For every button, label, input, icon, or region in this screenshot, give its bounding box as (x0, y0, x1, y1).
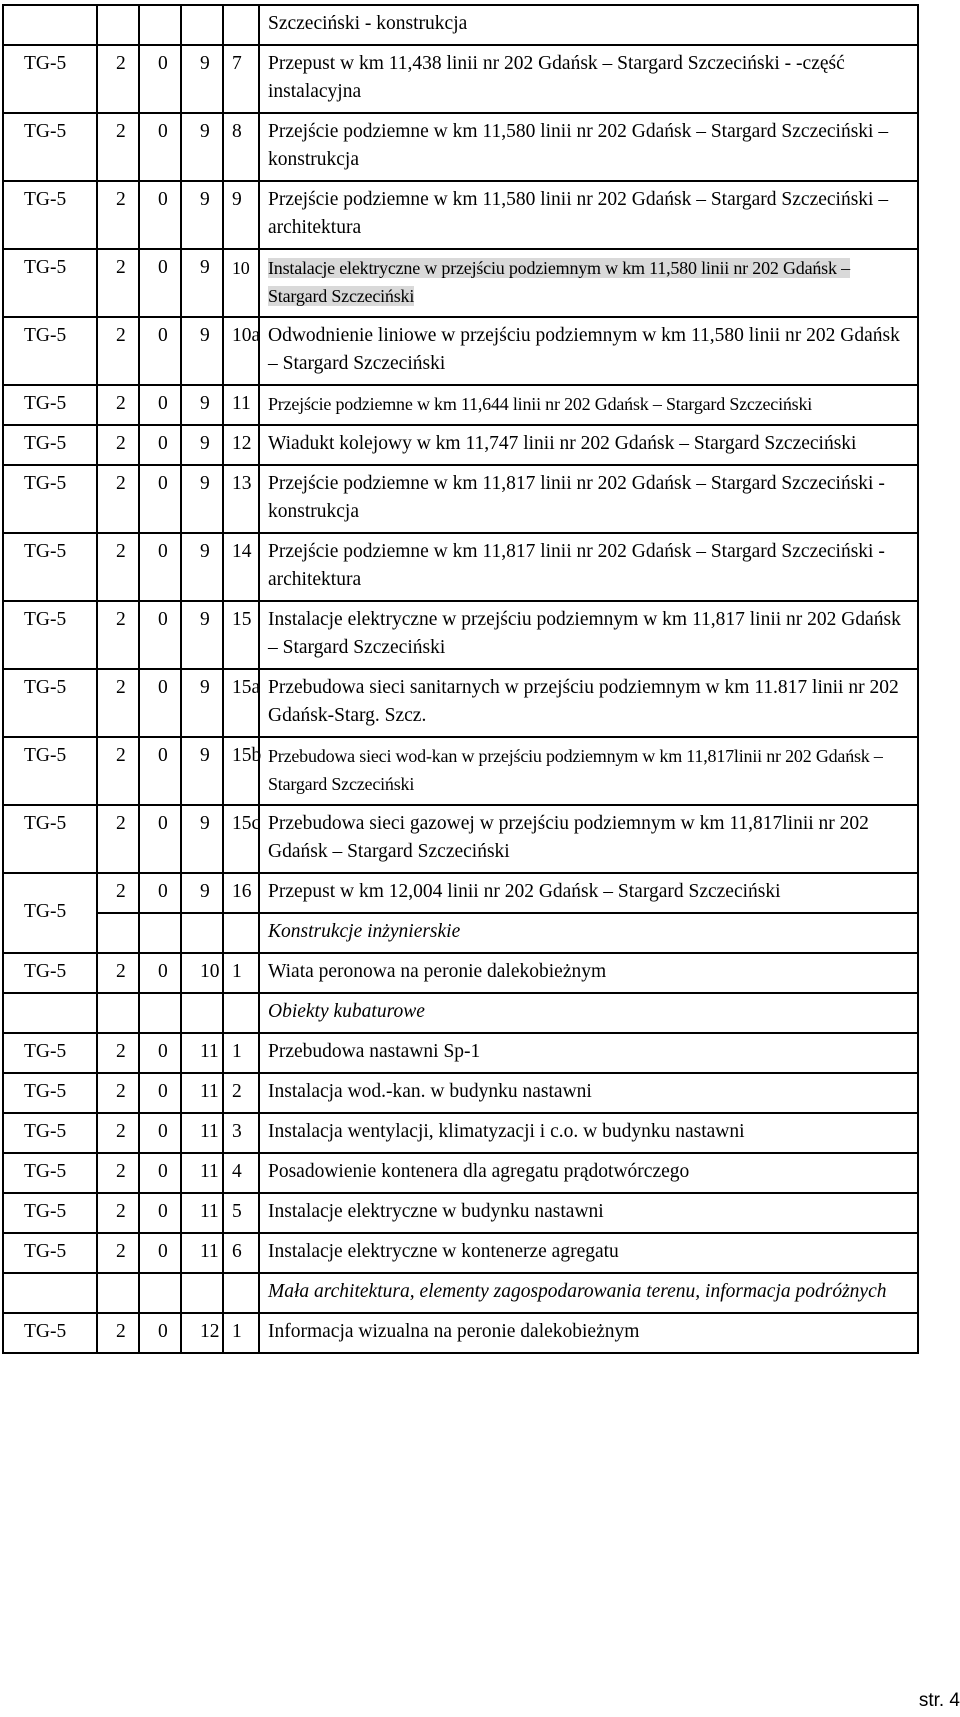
description-cell (259, 249, 918, 317)
digit-cell: 9 (181, 181, 223, 249)
digit-cell: 11 (181, 1193, 223, 1233)
digit-cell: 9 (181, 385, 223, 425)
digit-cell: 2 (97, 113, 139, 181)
description-cell: Instalacje elektryczne w kontenerze agregatu (259, 1233, 918, 1273)
description-cell: Instalacja wod.-kan. w budynku nastawni (259, 1073, 918, 1113)
table-row (3, 5, 918, 45)
digit-cell: 0 (139, 533, 181, 601)
code-cell: TG-5 (3, 805, 97, 873)
digit-cell: 0 (139, 317, 181, 385)
description-cell: Przebudowa nastawni Sp-1 (259, 1033, 918, 1073)
description-cell: Przepust w km 11,438 linii nr 202 Gdańsk – Stargard Szczeciński - -część instalacyjna (259, 45, 918, 113)
digit-cell: 0 (139, 465, 181, 533)
digit-cell: 2 (97, 1193, 139, 1233)
code-cell: TG-5 (3, 953, 97, 993)
digit-cell: 0 (139, 1073, 181, 1113)
digit-cell: 12 (181, 1313, 223, 1353)
code-cell: TG-5 (3, 669, 97, 737)
digit-cell: 2 (97, 181, 139, 249)
table-row (3, 1033, 918, 1073)
code-cell: TG-5 (3, 385, 97, 425)
description-cell: Szczeciński - konstrukcja (259, 5, 918, 45)
section-heading: Mała architektura, elementy zagospodarowania terenu, informacja podróżnych (259, 1273, 918, 1313)
digit-cell: 8 (223, 113, 259, 181)
code-cell: TG-5 (3, 533, 97, 601)
digit-cell: 2 (97, 805, 139, 873)
digit-cell: 0 (139, 953, 181, 993)
table-row (3, 113, 918, 181)
code-cell: TG-5 (3, 1313, 97, 1353)
digit-cell: 5 (223, 1193, 259, 1233)
code-cell: TG-5 (3, 1113, 97, 1153)
description-cell: Przebudowa sieci gazowej w przejściu podziemnym w km 11,817linii nr 202 Gdańsk – Stargard Szczeciński (259, 805, 918, 873)
digit-cell: 2 (97, 317, 139, 385)
description-cell: Informacja wizualna na peronie dalekobieżnym (259, 1313, 918, 1353)
digit-cell: 0 (139, 1233, 181, 1273)
table-row (3, 425, 918, 465)
digit-cell: 9 (181, 873, 223, 913)
digit-cell: 2 (97, 465, 139, 533)
digit-cell: 0 (139, 1193, 181, 1233)
description-cell: Odwodnienie liniowe w przejściu podziemnym w km 11,580 linii nr 202 Gdańsk – Stargard Szczeciński (259, 317, 918, 385)
digit-cell: 2 (97, 953, 139, 993)
digit-cell (97, 5, 139, 45)
digit-cell: 3 (223, 1113, 259, 1153)
digit-cell: 10 (223, 249, 259, 317)
digit-cell: 0 (139, 601, 181, 669)
digit-cell: 4 (223, 1153, 259, 1193)
digit-cell (223, 1273, 259, 1313)
digit-cell: 0 (139, 425, 181, 465)
digit-cell: 0 (139, 385, 181, 425)
digit-cell: 13 (223, 465, 259, 533)
digit-cell (97, 913, 139, 953)
digit-cell (223, 993, 259, 1033)
table-row (3, 465, 918, 533)
description-cell: Przejście podziemne w km 11,580 linii nr 202 Gdańsk – Stargard Szczeciński – architektura (259, 181, 918, 249)
digit-cell: 7 (223, 45, 259, 113)
digit-cell: 2 (97, 1073, 139, 1113)
code-cell: TG-5 (3, 1233, 97, 1273)
digit-cell (181, 913, 223, 953)
code-cell: TG-5 (3, 249, 97, 317)
digit-cell: 9 (181, 601, 223, 669)
table-row (3, 45, 918, 113)
digit-cell: 0 (139, 1033, 181, 1073)
digit-cell: 9 (223, 181, 259, 249)
table-row (3, 1233, 918, 1273)
document-table (2, 4, 919, 1354)
table-row (3, 1113, 918, 1153)
code-cell (3, 5, 97, 45)
digit-cell: 2 (97, 425, 139, 465)
digit-cell: 1 (223, 953, 259, 993)
digit-cell (223, 913, 259, 953)
digit-cell (139, 5, 181, 45)
digit-cell: 2 (223, 1073, 259, 1113)
digit-cell: 9 (181, 805, 223, 873)
digit-cell: 2 (97, 601, 139, 669)
digit-cell: 0 (139, 249, 181, 317)
code-cell: TG-5 (3, 45, 97, 113)
section-heading: Obiekty kubaturowe (259, 993, 918, 1033)
digit-cell: 2 (97, 385, 139, 425)
table-row (3, 249, 918, 317)
table-row (3, 737, 918, 805)
digit-cell (139, 993, 181, 1033)
digit-cell (97, 993, 139, 1033)
table-row (3, 1193, 918, 1233)
table-row (3, 913, 918, 953)
digit-cell: 15b (223, 737, 259, 805)
table-row (3, 1153, 918, 1193)
table-row (3, 181, 918, 249)
digit-cell: 11 (223, 385, 259, 425)
description-cell: Wiata peronowa na peronie dalekobieżnym (259, 953, 918, 993)
digit-cell: 2 (97, 533, 139, 601)
table-row (3, 669, 918, 737)
description-cell: Instalacja wentylacji, klimatyzacji i c.o. w budynku nastawni (259, 1113, 918, 1153)
digit-cell: 10a (223, 317, 259, 385)
table-row (3, 1313, 918, 1353)
digit-cell: 2 (97, 1033, 139, 1073)
digit-cell: 9 (181, 737, 223, 805)
digit-cell: 11 (181, 1233, 223, 1273)
code-cell: TG-5 (3, 1153, 97, 1193)
table-row (3, 805, 918, 873)
digit-cell: 2 (97, 873, 139, 913)
code-cell: TG-5 (3, 1193, 97, 1233)
digit-cell: 1 (223, 1313, 259, 1353)
digit-cell: 2 (97, 45, 139, 113)
digit-cell: 15 (223, 601, 259, 669)
digit-cell: 2 (97, 1233, 139, 1273)
digit-cell (181, 993, 223, 1033)
digit-cell (223, 5, 259, 45)
code-cell (3, 1273, 97, 1313)
digit-cell: 2 (97, 249, 139, 317)
table-row (3, 1273, 918, 1313)
digit-cell (139, 913, 181, 953)
description-cell: Przebudowa sieci sanitarnych w przejściu podziemnym w km 11.817 linii nr 202 Gdańsk-Starg. Szcz. (259, 669, 918, 737)
digit-cell: 12 (223, 425, 259, 465)
digit-cell: 16 (223, 873, 259, 913)
table-row (3, 873, 918, 913)
digit-cell: 9 (181, 113, 223, 181)
digit-cell: 9 (181, 533, 223, 601)
description-cell: Instalacje elektryczne w budynku nastawni (259, 1193, 918, 1233)
digit-cell: 9 (181, 465, 223, 533)
description-cell: Przejście podziemne w km 11,644 linii nr 202 Gdańsk – Stargard Szczeciński (259, 385, 918, 425)
table-row (3, 601, 918, 669)
table-row (3, 1073, 918, 1113)
digit-cell: 0 (139, 181, 181, 249)
highlighted-text: Instalacje elektryczne w przejściu podziemnym w km 11,580 linii nr 202 Gdańsk – Stargard Szczeciński (268, 258, 850, 306)
description-cell: Posadowienie kontenera dla agregatu prądotwórczego (259, 1153, 918, 1193)
digit-cell: 9 (181, 317, 223, 385)
digit-cell: 11 (181, 1153, 223, 1193)
digit-cell (181, 5, 223, 45)
description-cell: Przejście podziemne w km 11,580 linii nr 202 Gdańsk – Stargard Szczeciński – konstrukcja (259, 113, 918, 181)
digit-cell: 0 (139, 805, 181, 873)
digit-cell (139, 1273, 181, 1313)
digit-cell: 0 (139, 873, 181, 913)
code-cell: TG-5 (3, 465, 97, 533)
digit-cell: 9 (181, 425, 223, 465)
code-cell: TG-5 (3, 425, 97, 465)
digit-cell (181, 1273, 223, 1313)
digit-cell: 14 (223, 533, 259, 601)
digit-cell: 15a (223, 669, 259, 737)
table-row (3, 385, 918, 425)
table-row (3, 533, 918, 601)
digit-cell: 9 (181, 45, 223, 113)
digit-cell: 9 (181, 669, 223, 737)
digit-cell: 11 (181, 1033, 223, 1073)
digit-cell: 0 (139, 1113, 181, 1153)
digit-cell: 2 (97, 1313, 139, 1353)
table-row (3, 317, 918, 385)
digit-cell: 0 (139, 737, 181, 805)
code-cell: TG-5 (3, 1033, 97, 1073)
digit-cell: 0 (139, 1153, 181, 1193)
code-cell: TG-5 (3, 181, 97, 249)
description-cell: Przejście podziemne w km 11,817 linii nr 202 Gdańsk – Stargard Szczeciński - konstrukcja (259, 465, 918, 533)
digit-cell: 15c (223, 805, 259, 873)
section-heading: Konstrukcje inżynierskie (259, 913, 918, 953)
digit-cell: 2 (97, 669, 139, 737)
table-row (3, 953, 918, 993)
digit-cell: 11 (181, 1073, 223, 1113)
code-cell: TG-5 (3, 1073, 97, 1113)
page-number: str. 4 (918, 1690, 960, 1711)
digit-cell: 6 (223, 1233, 259, 1273)
digit-cell: 1 (223, 1033, 259, 1073)
table-row (3, 993, 918, 1033)
digit-cell: 0 (139, 1313, 181, 1353)
code-cell: TG-5 (3, 113, 97, 181)
digit-cell: 2 (97, 737, 139, 805)
digit-cell: 2 (97, 1153, 139, 1193)
code-cell: TG-5 (3, 873, 97, 953)
code-cell (3, 993, 97, 1033)
code-cell: TG-5 (3, 737, 97, 805)
digit-cell: 10 (181, 953, 223, 993)
code-cell: TG-5 (3, 601, 97, 669)
digit-cell: 0 (139, 45, 181, 113)
digit-cell: 0 (139, 113, 181, 181)
digit-cell: 2 (97, 1113, 139, 1153)
digit-cell: 11 (181, 1113, 223, 1153)
description-cell: Przepust w km 12,004 linii nr 202 Gdańsk – Stargard Szczeciński (259, 873, 918, 913)
description-cell: Instalacje elektryczne w przejściu podziemnym w km 11,817 linii nr 202 Gdańsk – Stargard Szczeciński (259, 601, 918, 669)
digit-cell: 0 (139, 669, 181, 737)
digit-cell (97, 1273, 139, 1313)
code-cell: TG-5 (3, 317, 97, 385)
digit-cell: 9 (181, 249, 223, 317)
description-cell: Wiadukt kolejowy w km 11,747 linii nr 202 Gdańsk – Stargard Szczeciński (259, 425, 918, 465)
description-cell: Przejście podziemne w km 11,817 linii nr 202 Gdańsk – Stargard Szczeciński - architektura (259, 533, 918, 601)
description-cell: Przebudowa sieci wod-kan w przejściu podziemnym w km 11,817linii nr 202 Gdańsk – Stargard Szczeciński (259, 737, 918, 805)
